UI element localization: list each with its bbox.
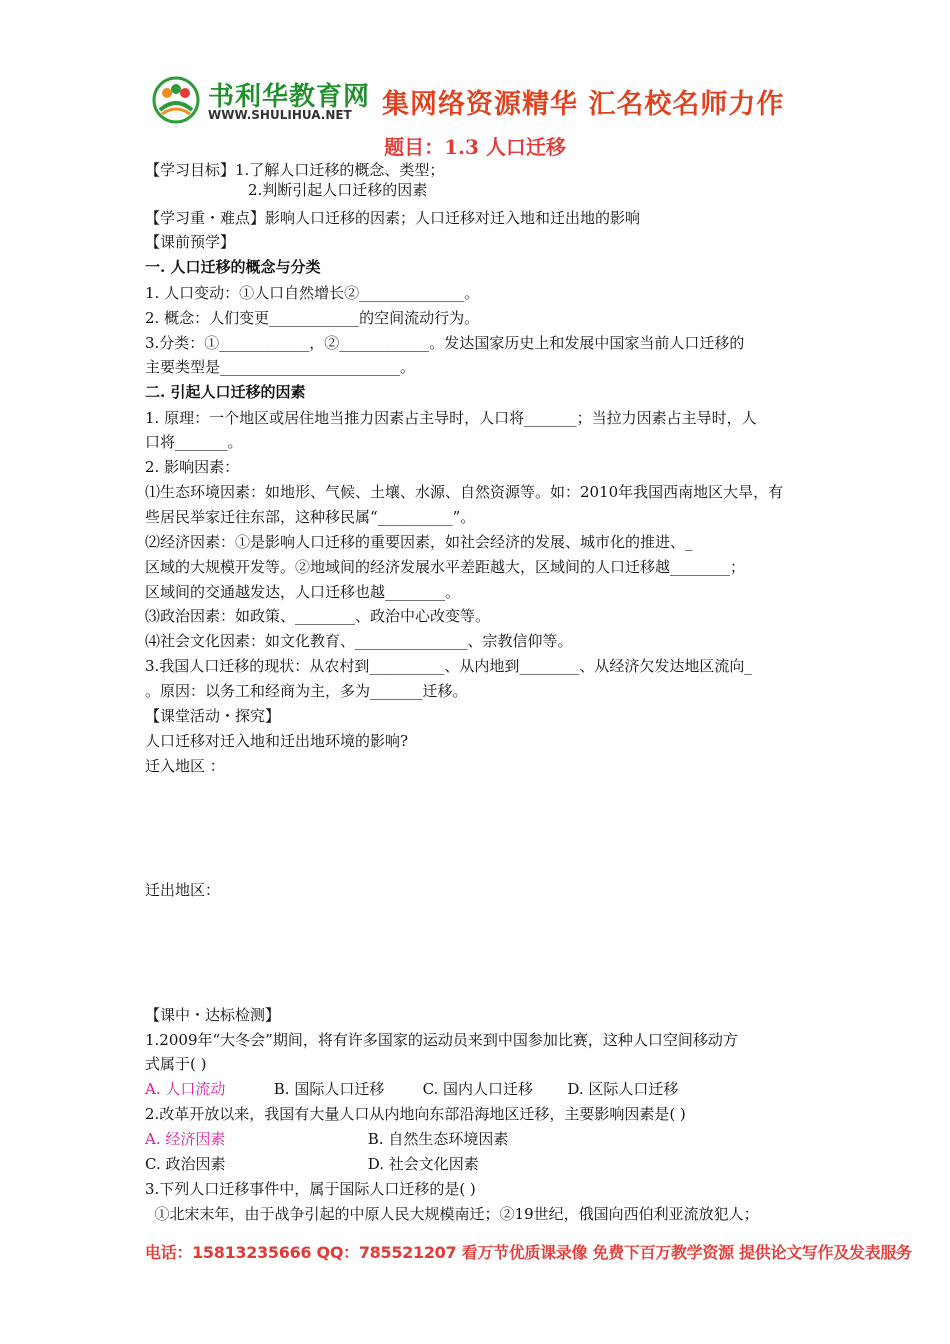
text-line: 迁入地区 ：: [145, 757, 225, 775]
text-line: ⑵经济因素：①是影响人口迁移的重要因素，如社会经济的发展、城市化的推进、_: [145, 533, 693, 551]
text-line: ①北宋末年，由于战争引起的中原人民大规模南迁；②19世纪，俄国向西伯利亚流放犯人；: [145, 1205, 759, 1223]
q2-option-c: C. 政治因素: [145, 1155, 226, 1173]
text-line: 些居民举家迁往东部，这种移民属“__________”。: [145, 508, 476, 526]
brand-url: WWW.SHULIHUA.NET: [208, 108, 352, 122]
text-line: 1. 原理：一个地区或居住地当推力因素占主导时，人口将_______；当拉力因素占主导时，人: [145, 409, 757, 427]
q1-option-b: B. 国际人口迁移: [273, 1080, 385, 1098]
text-line: 区域的大规模开发等。②地域间的经济发展水平差距越大，区域间的人口迁移越________；: [145, 558, 746, 576]
text-line: 【课堂活动・探究】: [145, 707, 281, 725]
brand-name: 书利华教育网: [208, 82, 371, 112]
text-line: 3.下列人口迁移事件中，属于国际人口迁移的是( ): [145, 1180, 476, 1198]
footer-banner: 电话：15813235666 QQ：785521207 看万节优质课录像 免费下百万教学资源 提供论文写作及发表服务: [145, 1243, 912, 1262]
q2-options-row2: [145, 1154, 815, 1174]
site-header: [150, 72, 800, 130]
text-line: 【课中・达标检测】: [145, 1006, 281, 1024]
q1-option-a: A. 人口流动: [145, 1080, 226, 1098]
q2-option-b: B. 自然生态环境因素: [367, 1130, 509, 1148]
page-title: 题目：1.3 人口迁移: [384, 135, 566, 159]
text-line: 1.2009年“大冬会”期间，将有许多国家的运动员来到中国参加比赛，这种人口空间移动方: [145, 1031, 738, 1049]
q2-options-row1: [145, 1129, 815, 1149]
text-line: 3.我国人口迁移的现状：从农村到__________、从内地到________、从经济欠发达地区流向_: [145, 657, 752, 675]
text-line: ⑴生态环境因素：如地形、气候、土壤、水源、自然资源等。如：2010年我国西南地区大旱，有: [145, 483, 784, 501]
text-line: 【课前预学】: [145, 233, 236, 251]
text-line: 主要类型是________________________。: [145, 358, 416, 376]
section-heading: 一. 人口迁移的概念与分类: [145, 258, 321, 276]
text-line: 2.改革开放以来，我国有大量人口从内地向东部沿海地区迁移，主要影响因素是( ): [145, 1105, 686, 1123]
section-heading: 二. 引起人口迁移的因素: [145, 383, 306, 401]
text-line: 【学习重・难点】影响人口迁移的因素；人口迁移对迁入地和迁出地的影响: [145, 209, 641, 227]
q1-options: [145, 1079, 815, 1099]
q1-option-d: D. 区际人口迁移: [567, 1080, 679, 1098]
text-line: ⑶政治因素：如政策、________、政治中心改变等。: [145, 607, 491, 625]
text-line: 迁出地区：: [145, 881, 221, 899]
text-line: 人口迁移对迁入地和迁出地环境的影响?: [145, 732, 409, 750]
text-line: 2. 影响因素：: [145, 458, 240, 476]
text-line: ⑷社会文化因素：如文化教育、_______________、宗教信仰等。: [145, 632, 573, 650]
text-line: 【学习目标】1.了解人口迁移的概念、类型；: [145, 161, 445, 179]
q2-option-a: A. 经济因素: [145, 1130, 226, 1148]
text-line: 1. 人口变动：①人口自然增长②______________。: [145, 284, 480, 302]
logo-icon: [152, 76, 200, 124]
text-line: 口将_______。: [145, 433, 243, 451]
text-line: 。原因：以务工和经商为主，多为_______迁移。: [145, 682, 468, 700]
q1-option-c: C. 国内人口迁移: [422, 1080, 534, 1098]
text-line: 式属于( ): [145, 1055, 207, 1073]
text-line: 2.判断引起人口迁移的因素: [248, 181, 428, 199]
text-line: 2. 概念：人们变更____________的空间流动行为。: [145, 309, 480, 327]
slogan: 集网络资源精华 汇名校名师力作: [382, 89, 785, 120]
text-line: 区域间的交通越发达，人口迁移也越________。: [145, 583, 461, 601]
q2-option-d: D. 社会文化因素: [367, 1155, 479, 1173]
text-line: 3.分类：①____________，②____________。发达国家历史上和发展中国家当前人口迁移的: [145, 334, 745, 352]
